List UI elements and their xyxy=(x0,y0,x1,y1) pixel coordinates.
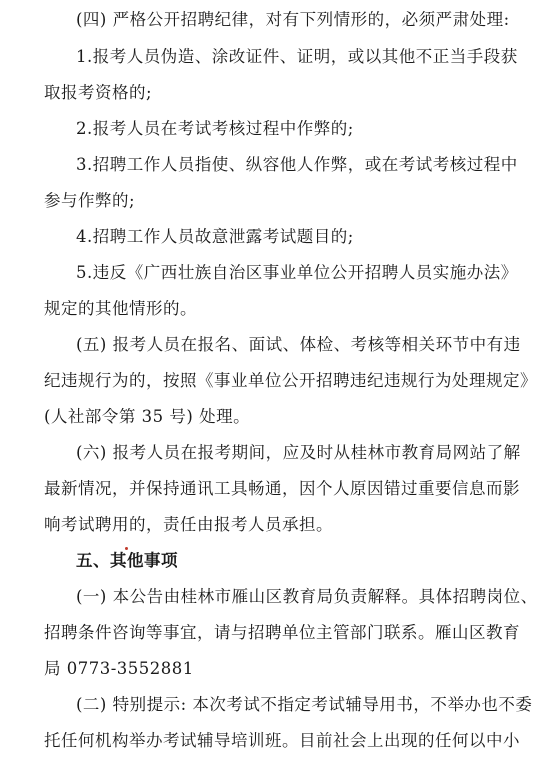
paragraph-6-cont-1: 最新情况，并保持通讯工具畅通，因个人原因错过重要信息而影 xyxy=(44,479,520,498)
item-two-cont-1: 托任何机构举办考试辅导培训班。目前社会上出现的任何以中小 xyxy=(44,731,520,750)
paragraph-5-cont-1: 纪违规行为的，按照《事业单位公开招聘违纪违规行为处理规定》 xyxy=(44,371,537,390)
list-item-3-cont: 参与作弊的; xyxy=(44,191,136,210)
paragraph-6: (六) 报考人员在报考期间，应及时从桂林市教育局网站了解 xyxy=(76,443,521,462)
list-item-3: 3.招聘工作人员指使、纵容他人作弊，或在考试考核过程中 xyxy=(76,155,518,174)
item-one: (一) 本公告由桂林市雁山区教育局负责解释。具体招聘岗位、 xyxy=(76,587,538,606)
list-item-5-cont: 规定的其他情形的。 xyxy=(44,299,197,318)
list-item-2: 2.报考人员在考试考核过程中作弊的; xyxy=(76,119,354,138)
paragraph-5: (五) 报考人员在报名、面试、体检、考核等相关环节中有违 xyxy=(76,335,521,354)
list-item-1-cont: 取报考资格的; xyxy=(44,83,153,102)
list-item-4: 4.招聘工作人员故意泄露考试题目的; xyxy=(76,227,354,246)
item-one-cont-2: 局 0773-3552881 xyxy=(44,659,194,678)
paragraph-5-cont-2: (人社部令第 35 号) 处理。 xyxy=(44,407,251,426)
list-item-5: 5.违反《广西壮族自治区事业单位公开招聘人员实施办法》 xyxy=(76,263,518,282)
paragraph-6-cont-2: 响考试聘用的，责任由报考人员承担。 xyxy=(44,515,333,534)
red-mark xyxy=(125,547,128,550)
item-one-cont-1: 招聘条件咨询等事宜，请与招聘单位主管部门联系。雁山区教育 xyxy=(44,623,520,642)
list-item-1: 1.报考人员伪造、涂改证件、证明，或以其他不正当手段获 xyxy=(76,47,518,66)
section-heading: 五、其他事项 xyxy=(76,551,178,570)
paragraph-4-heading: (四) 严格公开招聘纪律，对有下列情形的，必须严肃处理: xyxy=(76,10,510,29)
item-two: (二) 特别提示: 本次考试不指定考试辅导用书，不举办也不委 xyxy=(76,695,533,714)
